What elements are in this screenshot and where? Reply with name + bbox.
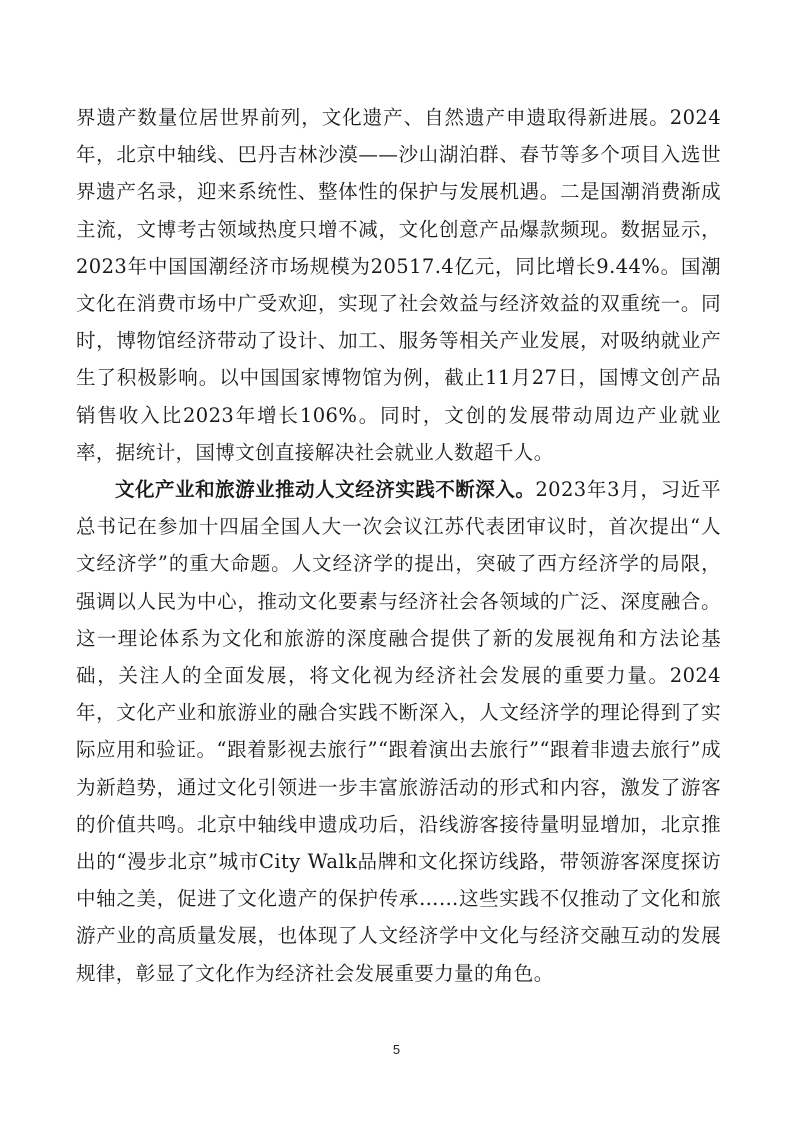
paragraph-body: 界遗产数量位居世界前列，文化遗产、自然遗产申遗取得新进展。2024年，北京中轴线、巴丹吉林沙漠——沙山湖泊群、春节等多个项目入选世界遗产名录，迎来系统性、整体性的保护与发展机遇。二是国潮消费渐成主流，文博考古领域热度只增不减，文化创意产品爆款频现。数据显示，2023年中国国潮经济市场规模为20517.4亿元，同比增长9.44%。国潮文化在消费市场中广受欢迎，实现了社会效益与经济效益的双重统一。同时，博物馆经济带动了设计、加工、服务等相关产业发展，对吸纳就业产生了积极影响。以中国国家博物馆为例，截止11月27日，国博文创产品销售收入比2023年增长106%。同时，文创的发展带动周边产业就业率，据统计，国博文创直接解决社会就业人数超千人。 xyxy=(76,106,721,464)
paragraph-continued xyxy=(76,99,721,471)
page-number: 5 xyxy=(392,1042,401,1057)
paragraph-humanistic-economy xyxy=(76,471,721,992)
paragraph-lead-sentence: 文化产业和旅游业推动人文经济实践不断深入。 xyxy=(115,478,536,502)
body-text xyxy=(76,99,721,992)
paragraph-body: 2023年3月，习近平总书记在参加十四届全国人大一次会议江苏代表团审议时，首次提出“人文经济学”的重大命题。人文经济学的提出，突破了西方经济学的局限，强调以人民为中心，推动文化要素与经济社会各领域的广泛、深度融合。这一理论体系为文化和旅游的深度融合提供了新的发展视角和方法论基础，关注人的全面发展，将文化视为经济社会发展的重要力量。2024年，文化产业和旅游业的融合实践不断深入，人文经济学的理论得到了实际应用和验证。“跟着影视去旅行”“跟着演出去旅行”“跟着非遗去旅行”成为新趋势，通过文化引领进一步丰富旅游活动的形式和内容，激发了游客的价值共鸣。北京中轴线申遗成功后，沿线游客接待量明显增加，北京推出的“漫步北京”城市City Walk品牌和文化探访线路，带领游客深度探访中轴之美，促进了文化遗产的保护传承……这些实践不仅推动了文化和旅游产业的高质量发展，也体现了人文经济学中文化与经济交融互动的发展规律，彰显了文化作为经济社会发展重要力量的角色。 xyxy=(76,478,722,985)
